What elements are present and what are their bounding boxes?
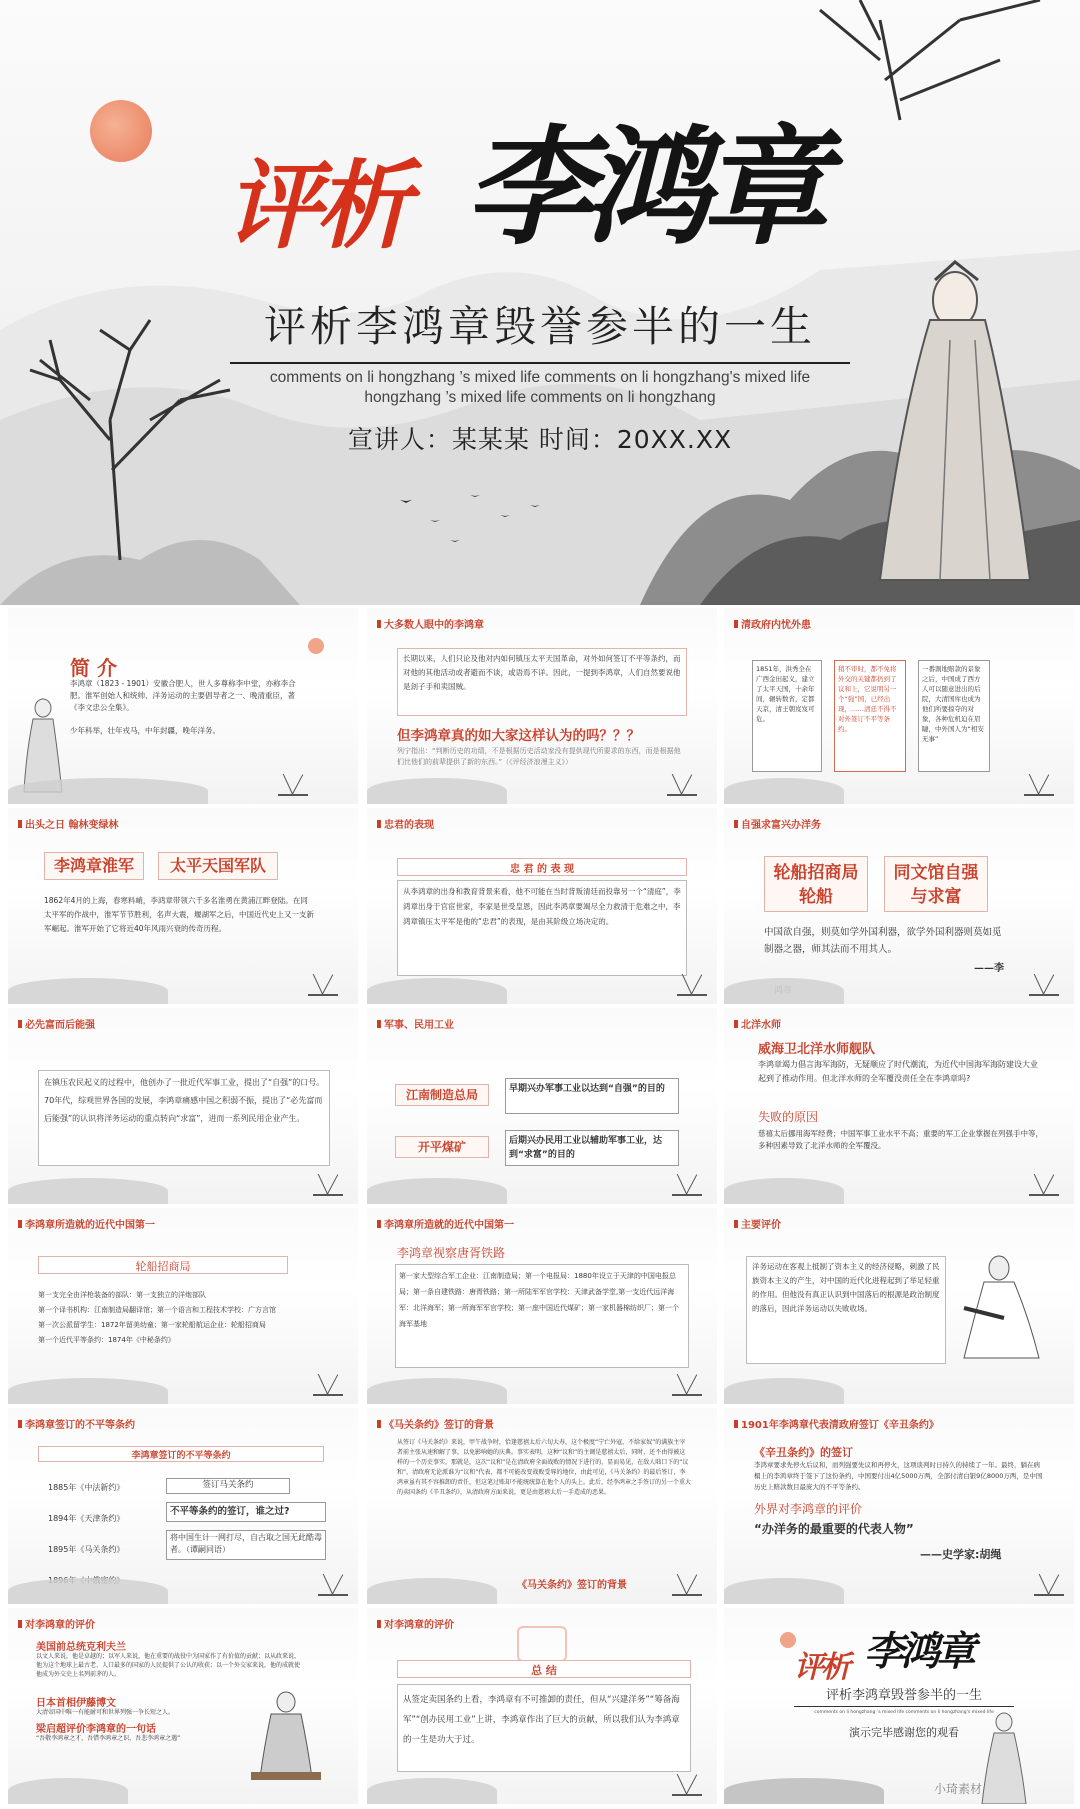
column-text-1: 1851年，洪秀全在广西金田起义，建立了太平天国，十余年间，辗转数省，定都天京，清王朝岌岌可危。 — [756, 665, 815, 723]
slide-header: 1901年李鸿章代表清政府签订《辛丑条约》 — [734, 1416, 939, 1431]
treaty-answer: 将中国生计一网打尽，自古取之国无此酷毒者。（谭嗣同语） — [170, 1533, 322, 1554]
background-paragraph: 从签订《马关条约》来说，甲午战争时，恰逢慈禧太后六旬大寿，这个极度“宁亡外寇，不给家奴”的满族主宰者前主张从速和解了事，以免影响她的庆典。事实表明，这种“议和”的主调是慈禧太后，同时，还不由得被这样的一个历史事实，那就是，这次“议和”是在清政府全面战败的情况下进行的，显而易见，在敌人咄口下的“议和”，清政府无论派谁为“议和”代表，都不可能改变战败受辱的地位，由此可见，《马关条约》的最后签订，李鸿章虽有其不容推卸的责任，但这笔过账却不能统统算在他个人的头上。此后，经李鸿章之手签订的另一个重大的卖国条约《辛丑条约》，从清政府方面来说，更是由慈禧太后一手造成的恶果。 — [397, 1439, 692, 1496]
protocol-title: 《辛丑条约》的签订 — [754, 1446, 853, 1459]
loyalty-title: 忠 君 的 表 现 — [510, 864, 574, 875]
english-line-2: hongzhang ’s mixed life comments on li hongzhang — [364, 389, 716, 406]
cleveland-quote: 以文人来说，他是卓越的；以军人来说，他在重要的战役中为国家作了有价值的贡献；以从政来说，他为这个地球上最古老、人口最多的国家的人民提供了公认的收获；以一个外交家来说，他的成就使他成为外交史上名列前茅的人。 — [36, 1653, 301, 1678]
cleveland-title: 美国前总统克利夫兰 — [36, 1642, 126, 1653]
external-evaluation-title: 外界对李鸿章的评价 — [754, 1502, 863, 1516]
slide-huai-army — [8, 808, 358, 1004]
huai-army-button[interactable]: 李鸿章淮军 — [44, 852, 144, 880]
treaties-title: 李鸿章签订的不平等条约 — [131, 1451, 231, 1461]
slide-intro — [8, 608, 358, 804]
civil-industry-text: 后期兴办民用工业以辅助军事工业，达到“求富”的目的 — [509, 1136, 663, 1160]
slide-header: 军事、民用工业 — [377, 1016, 454, 1031]
closing-subtitle: 评析李鸿章毁誉参半的一生 — [794, 1688, 1014, 1707]
liang-quote: “吾敬李鸿章之才，吾惜李鸿章之识，吾悲李鸿章之遇” — [36, 1735, 181, 1742]
presenter-info: 宣讲人：某某某 时间：20XX.XX — [347, 425, 733, 454]
slide-unequal-treaties — [8, 1408, 358, 1604]
taiping-army-button[interactable]: 太平天国军队 — [158, 852, 278, 880]
closing-title-red: 评析 — [794, 1650, 848, 1685]
list-item: 第一个译书机构：江南制造局翻译馆；第一个语言和工程技术学校：广方言馆 — [38, 1306, 276, 1314]
summary-paragraph: 从签定卖国条约上看，李鸿章有不可推卸的责任，但从“兴建洋务”“筹备海军”“创办民用工业”上讲，李鸿章作出了巨大的贡献，所以我们认为李鸿章的一生是功大于过。 — [403, 1695, 680, 1745]
seal-watermark-icon — [517, 1626, 567, 1662]
ito-quote: 大清帝国中唯一有能耐可和世界列强一争长短之人。 — [36, 1709, 175, 1716]
closing-thanks: 演示完毕感谢您的观看 — [849, 1726, 959, 1739]
self-strengthening-quote: 中国欲自强，则莫如学外国利器，欲学外国利器则莫如觅制器之器，师其法而不用其人。 — [764, 927, 1002, 955]
scholar-icon — [974, 1708, 1034, 1804]
slide-header: 李鸿章签订的不平等条约 — [18, 1416, 135, 1431]
treaty-item: 1894年《天津条约》 — [48, 1514, 125, 1523]
list-item: 第一次公派留学生：1872年留美幼童；第一家轮船航运企业：轮船招商局 — [38, 1321, 266, 1329]
closing-english: comments on li hongzhang ’s mixed life comments on li hongzhang's mixed life — [814, 1710, 994, 1715]
cover-title-red: 评析 — [225, 149, 405, 262]
slide-header: 对李鸿章的评价 — [18, 1616, 95, 1631]
slide-shimonoseki-background — [367, 1408, 717, 1604]
slide-header: 必先富而后能强 — [18, 1016, 95, 1031]
lenin-quote: 列宁指出：“判断历史的功绩，不是根据历史活动家没有提供现代所要求的东西，而是根据他们比他们的前辈提供了新的东西。”（《评经济浪漫主义》） — [397, 747, 681, 766]
intro-paragraph: 李鸿章（1823 - 1901）安徽合肥人，世人多尊称李中堂，亦称李合肥。淮军创始人和统帅、洋务运动的主要倡导者之一、晚清重臣，著《李文忠公全集》。 — [70, 679, 296, 712]
scholar-writing-icon — [954, 1248, 1044, 1368]
intro-title: 简 介 — [70, 656, 117, 680]
summary-title: 总 结 — [531, 1664, 557, 1677]
slide-military-civil-industry — [367, 1008, 717, 1204]
slide-beiyang-fleet — [724, 1008, 1074, 1204]
treaty-question: 不平等条约的签订，谁之过? — [170, 1506, 290, 1517]
question-heading: 但李鸿章真的如大家这样认为的吗？？？ — [397, 728, 640, 744]
railway-paragraph: 第一家大型综合军工企业：江南制造局；第一个电报局：1880年设立于天津的中国电报总局；第一条自建铁路：唐胥铁路；第一所陆军军官学校：天津武备学堂,第一支近代远洋海军：北洋海军；第一所海军军官学校；第一座中国近代煤矿；第一家机器棉纺织厂；第一个海军基地 — [399, 1272, 679, 1328]
red-sun-decoration — [90, 100, 152, 162]
treaty-item: 1895年《马关条约》 — [48, 1545, 125, 1554]
slide-boxer-protocol — [724, 1408, 1074, 1604]
intro-summary: 少年科举，壮年戎马，中年封疆，晚年洋务。 — [70, 726, 220, 735]
cover-english-text — [230, 368, 850, 408]
slide-domestic-foreign-troubles — [724, 608, 1074, 804]
cover-subtitle: 评析李鸿章毁誉参半的一生 — [230, 294, 850, 364]
slide-firsts-2 — [367, 1208, 717, 1404]
shimonoseki-label: 签订马关条约 — [202, 1480, 254, 1490]
cover-title-black: 李鸿章 — [465, 113, 820, 263]
firsts-list — [38, 1288, 338, 1348]
column-text-2: 稍不审时，都不免将外交的关键都扔到了议和上，它说明另一个“强”国，已经出现，……清廷不得不对外签订不平等条约。 — [838, 665, 897, 733]
kaiping-mine-button[interactable]: 开平煤矿 — [395, 1136, 489, 1158]
fleet-title: 威海卫北洋水师舰队 — [758, 1042, 876, 1057]
slide-wealth-then-strength — [8, 1008, 358, 1204]
ito-title: 日本首相伊藤博文 — [36, 1698, 116, 1709]
list-item: 第一个近代平等条约：1874年《中秘条约》 — [38, 1336, 175, 1344]
watermark-text: 小琦素材 — [934, 1782, 983, 1796]
seated-scholar-icon — [246, 1688, 326, 1788]
military-industry-text: 早期兴办军事工业以达到“自强”的目的 — [509, 1084, 665, 1094]
huai-army-paragraph: 1862年4月的上海，春寒料峭，李鸿章带领六千多名淮勇在黄浦江畔登陆。在同太平军的作战中，淮军节节胜利，名声大震，堰湖军之后，中国近代史上又一支新军崛起。淮军开始了它将近40年风雨兴衰的传奇历程。 — [44, 896, 314, 933]
steamship-bureau-button[interactable]: 轮船招商局轮船 — [764, 856, 868, 912]
slide-header: 李鸿章所造就的近代中国第一 — [18, 1216, 155, 1231]
steamship-title: 轮船招商局 — [135, 1260, 191, 1273]
sun-decoration — [308, 638, 324, 654]
slide-evaluations — [8, 1608, 358, 1804]
background-footer: 《马关条约》签订的背景 — [517, 1580, 627, 1591]
slide-header: 出头之日 翰林变绿林 — [18, 816, 118, 831]
list-item: 第一支完全由洋枪装备的部队：第一支独立的洋炮部队 — [38, 1291, 206, 1299]
slide-summary — [367, 1608, 717, 1804]
slide-header: 忠君的表现 — [377, 816, 434, 831]
wealth-paragraph: 在镇压农民起义的过程中，他创办了一批近代军事工业，提出了“自强”的口号。70年代，综观世界各国的发展，李鸿章痛感中国之积弱不振，提出了“必先富而后能强”的认识将洋务运动的重点转向“求富”，进而一系列民用企业产生。 — [44, 1078, 325, 1123]
slide-common-view — [367, 608, 717, 804]
slide-main-evaluation — [724, 1208, 1074, 1404]
closing-title-black: 李鸿章 — [864, 1628, 972, 1675]
english-line-1: comments on li hongzhang ’s mixed life comments on li hongzhang's mixed life — [269, 369, 811, 386]
liang-title: 梁启超评价李鸿章的一句话 — [36, 1724, 156, 1735]
slide-loyalty — [367, 808, 717, 1004]
slide-self-strengthening — [724, 808, 1074, 1004]
failure-reason-paragraph: 慈禧太后挪用海军经费；中国军事工业水平不高；重要的军工企业掌握在列强手中等，多种因素导致了北洋水师的全军覆没。 — [758, 1129, 1043, 1150]
hu-sheng-sign: ——史学家:胡绳 — [920, 1548, 1002, 1561]
common-view-paragraph: 长期以来，人们只论及他对内如何镇压太平天国革命，对外如何签订不平等条约，而对他的其他活动或者避而不谈，或语焉不详。因此，一提到李鸿章，人们自然要说他是刽子手和卖国贼。 — [403, 654, 681, 691]
slide-closing — [724, 1608, 1074, 1804]
protocol-paragraph: 李鸿章要求先停火后议和，而列强要先议和再停火，这项谈判时日持久的持续了一年。最终，躺在病榻上的李鸿章终于签下了这份条约，中国要付出4亿5000万两，全部付清白银9亿8000万两，是中国历史上赔款数目最庞大的不平等条约。 — [754, 1461, 1043, 1491]
slide-header: 李鸿章所造就的近代中国第一 — [377, 1216, 514, 1231]
quote-author: ——李 — [974, 963, 1004, 974]
slide-header: 大多数人眼中的李鸿章 — [377, 616, 484, 631]
railway-title: 李鸿章视察唐胥铁路 — [397, 1246, 506, 1260]
slide-header: 北洋水师 — [734, 1016, 781, 1031]
slide-header: 主要评价 — [734, 1216, 781, 1231]
slide-header: 对李鸿章的评价 — [377, 1616, 454, 1631]
hu-sheng-quote: “办洋务的最重要的代表人物” — [754, 1522, 914, 1536]
failure-reason-title: 失败的原因 — [758, 1110, 819, 1124]
column-text-3: 一番割地赔款的景象之后，中国成了西方人可以随意进出的后院，大清国库也成为他们所要掠夺的对象，各种危机迫在眉睫，中外国人为“相安无事” — [922, 665, 984, 743]
evaluation-paragraph: 洋务运动在客观上抵制了资本主义的经济侵略，刺激了民族资本主义的产生，对中国的近代化进程起到了举足轻重的作用。但他没有真正认识到中国落后的根源是政治制度的落后，因此洋务运动以失败收场。 — [752, 1262, 940, 1313]
slide-header: 《马关条约》签订的背景 — [377, 1416, 494, 1431]
cover-slide — [0, 0, 1080, 605]
loyalty-paragraph: 从李鸿章的出身和教育背景来看，他不可能在当时背叛清廷而投靠另一个“清庭”，李鸿章出身于官宦世家，李家是世受皇恩，因此李鸿章要竭尽全力救清于危难之中，李鸿章镇压太平军是他的“忠君”的表现，是由其阶级立场决定的。 — [403, 887, 681, 926]
slide-firsts-1 — [8, 1208, 358, 1404]
treaty-item: 1885年《中法新约》 — [48, 1483, 125, 1492]
slide-header: 清政府内忧外患 — [734, 616, 811, 631]
fleet-paragraph: 李鸿章竭力倡言海军海防，无疑顺应了时代潮流，为近代中国海军海防建设大业起到了推动作用。但北洋水师的全军覆没责任全在李鸿章吗? — [758, 1060, 1038, 1083]
slide-header: 自强求富兴办洋务 — [734, 816, 821, 831]
jiangnan-arsenal-button[interactable]: 江南制造总局 — [395, 1084, 489, 1106]
tongwen-guan-button[interactable]: 同文馆自强与求富 — [884, 856, 988, 912]
